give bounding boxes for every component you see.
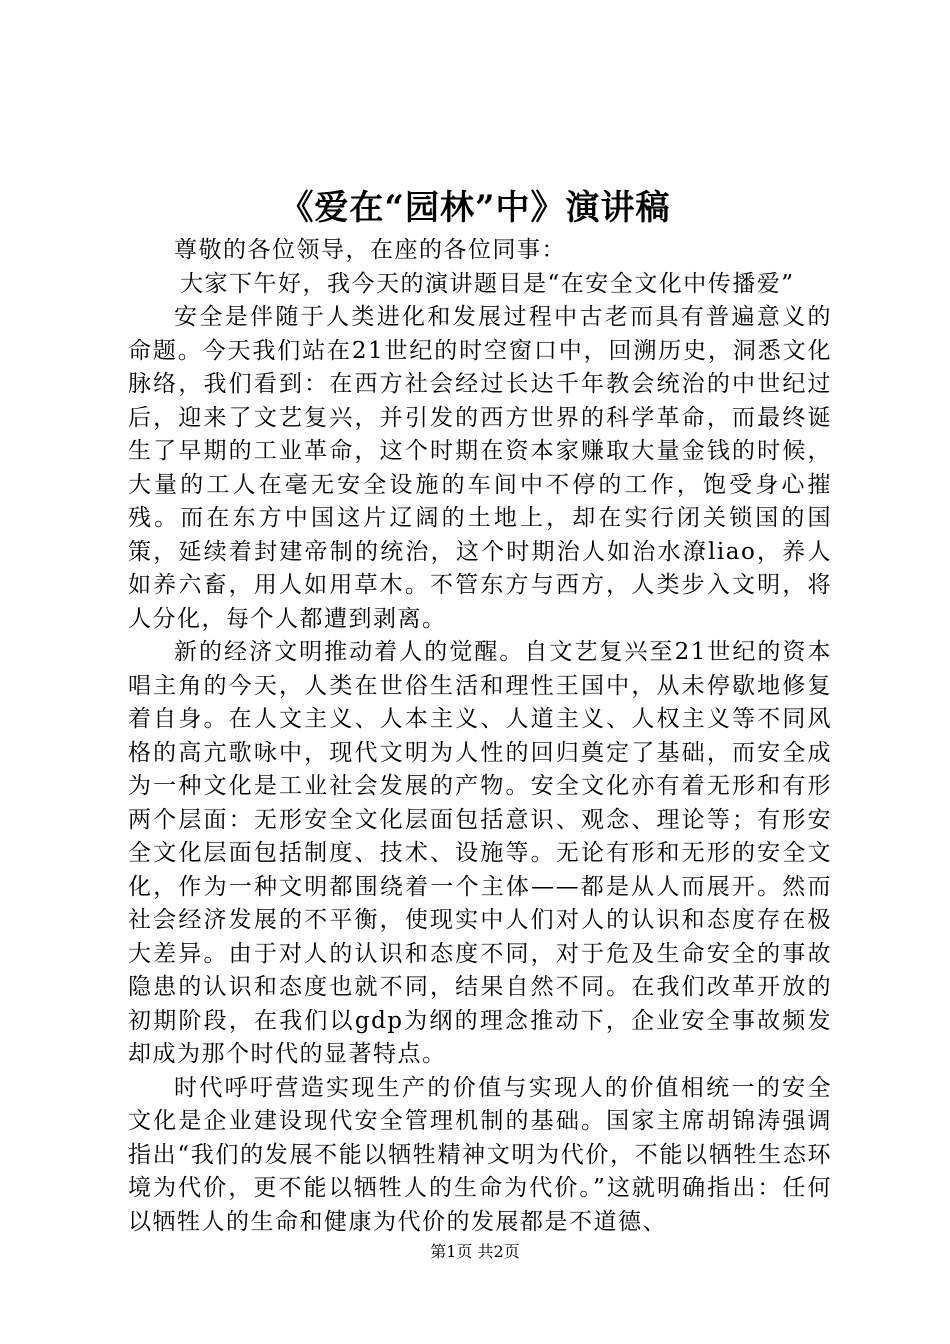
- paragraph-1: 安全是伴随于人类进化和发展过程中古老而具有普遍意义的命题。今天我们站在21世纪的时空窗口中，回溯历史，洞悉文化脉络，我们看到：在西方社会经过长达千年教会统治的中世纪过后，迎来了文艺复兴，并引发的西方世界的科学革命，而最终诞生了早期的工业革命，这个时期在资本家赚取大量金钱的时候，大量的工人在毫无安全设施的车间中不停的工作，饱受身心摧残。而在东方中国这片辽阔的土地上，却在实行闭关锁国的国策，延续着封建帝制的统治，这个时期治人如治水潦liao，养人如养六畜，用人如用草木。不管东方与西方，人类步入文明，将人分化，每个人都遭到剥离。: [128, 304, 832, 632]
- document-body: [128, 234, 832, 1239]
- page-footer: 第1页 共2页: [430, 1242, 520, 1261]
- paragraph-3: 时代呼吁营造实现生产的价值与实现人的价值相统一的安全文化是企业建设现代安全管理机制的基础。国家主席胡锦涛强调指出“我们的发展不能以牺牲精神文明为代价，不能以牺牲生态环境为代价，更不能以牺牲人的生命为代价。”这就明确指出：任何以牺牲人的生命和健康为代价的发展都是不道德、: [128, 1074, 832, 1235]
- paragraph-2: 新的经济文明推动着人的觉醒。自文艺复兴至21世纪的资本唱主角的今天，人类在世俗生活和理性王国中，从未停歇地修复着自身。在人文主义、人本主义、人道主义、人权主义等不同风格的高亢歌咏中，现代文明为人性的回归奠定了基础，而安全成为一种文化是工业社会发展的产物。安全文化亦有着无形和有形两个层面：无形安全文化层面包括意识、观念、理论等；有形安全文化层面包括制度、技术、设施等。无论有形和无形的安全文化，作为一种文明都围绕着一个主体——都是从人而展开。然而社会经济发展的不平衡，使现实中人们对人的认识和态度存在极大差异。由于对人的认识和态度不同，对于危及生命安全的事故隐患的认识和态度也就不同，结果自然不同。在我们改革开放的初期阶段，在我们以gdp为纲的理念推动下，企业安全事故频发却成为那个时代的显著特点。: [128, 639, 832, 1067]
- paragraph-salutation: 尊敬的各位领导，在座的各位同事：: [174, 237, 566, 263]
- paragraph-greeting: 大家下午好，我今天的演讲题目是“在安全文化中传播爱”: [180, 270, 795, 297]
- document-title: 《爱在“园林”中》演讲稿: [279, 188, 671, 228]
